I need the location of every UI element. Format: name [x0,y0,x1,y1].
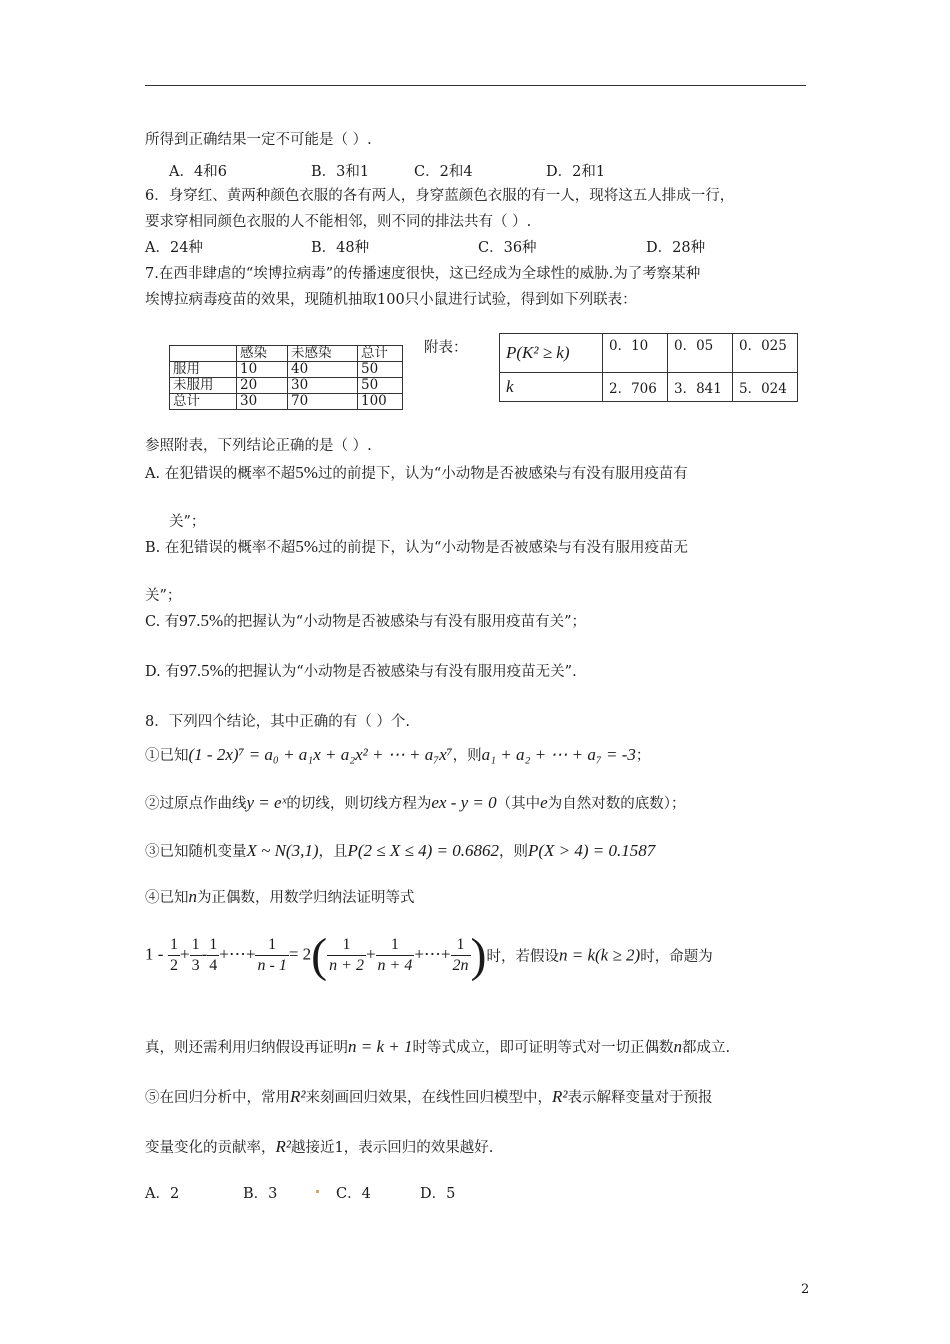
table-cell: 服用 [170,362,237,378]
denominator: 3 [191,957,200,974]
numerator: 1 [327,935,366,956]
q8-option-d: D．5 [420,1186,456,1202]
table-row [170,378,403,394]
formula-eq: = 2 [288,944,312,964]
math-expr: 5% [295,463,318,482]
table-cell: 50 [358,362,403,378]
table-cell: 40 [288,362,358,378]
math-expr: n [188,887,197,906]
statement-text: ④已知 [145,890,189,906]
q7-option-c [145,610,586,631]
math-expr: e [540,793,548,812]
q6-option-b: B．48种 [311,240,370,256]
statement-text: ； [635,748,651,764]
probability-table [499,333,798,402]
numerator: 1 [168,935,180,956]
option-text: 过的前提下，认为“小动物是否被感染与有没有服用疫苗有 [317,466,688,482]
math-expr: ex - y = 0 [431,793,497,812]
math-expr: n = k + 1 [348,1037,413,1056]
table-row [170,394,403,410]
numerator: 1 [255,935,288,956]
denominator: 4 [209,957,218,974]
q6-option-a: A．24种 [145,240,203,256]
table-cell: 总计 [170,394,237,410]
q5-option-b: B．3和1 [311,164,370,180]
table-cell: 0．05 [668,334,733,373]
math-expr: R² [551,1087,568,1106]
q7-option-b-cont: 关”； [145,588,182,604]
fraction [190,935,202,976]
statement-1 [145,744,650,765]
statement-5 [145,1086,712,1107]
table-cell: 30 [288,378,358,394]
q7-line2: 埃博拉病毒疫苗的效果，现随机抽取100只小鼠进行试验，得到如下列联表： [145,292,637,308]
table-cell: 2．706 [603,373,668,402]
q5-option-d: D．2和1 [546,164,606,180]
table-cell: 5．024 [733,373,798,402]
fraction [376,935,415,976]
q7-option-a [145,462,688,483]
formula-lead: 1 - [145,944,164,964]
math-expr: R² [275,1137,291,1156]
table-row [170,362,403,378]
header-rule [145,85,806,86]
statement-text: ⑤在回归分析中，常用 [145,1090,290,1106]
q7-prompt: 参照附表，下列结论正确的是（ ）. [145,438,372,454]
q6-option-c: C．36种 [478,240,537,256]
statement-text: 为自然对数的底数）； [547,796,686,812]
table-cell: P(K² ≥ k) [500,334,603,373]
q5-option-c: C．2和4 [414,164,473,180]
numerator: 1 [376,935,415,956]
table-cell: 未服用 [170,378,237,394]
q7-option-d [145,660,577,681]
statement-text: ，则 [452,748,482,764]
denominator: n - 1 [257,957,287,974]
table-row [500,334,798,373]
stray-dot [316,1190,319,1193]
statement-text: 时等式成立，即可证明等式对一切正偶数 [412,1040,674,1056]
statement-text: 都成立. [682,1040,731,1056]
table-row [500,373,798,402]
option-text: 过的前提下，认为“小动物是否被感染与有没有服用疫苗无 [318,540,688,556]
statement-4-line2 [145,1036,730,1057]
appendix-label: 附表： [424,340,468,356]
table-cell: k [500,373,603,402]
table-cell: 20 [237,378,288,394]
statement-3 [145,840,655,861]
option-text: 的把握认为“小动物是否被感染与有没有服用疫苗有关”； [223,614,587,630]
denominator: 2n [452,957,469,974]
statement-text: 时，若假设 [486,949,559,965]
math-expr: y = eˣ [246,793,287,812]
table-cell: 70 [288,394,358,410]
fraction [451,935,471,976]
math-expr: P(X > 4) = 0.1587 [527,841,656,860]
table-header-row [170,346,403,362]
denominator: n + 2 [329,957,364,974]
math-expr: a₁ + a₂ + ⋯ + a₇ = -3 [481,745,636,764]
math-expr: n [673,1037,682,1056]
fraction [207,935,219,976]
option-text: D. 有 [145,664,180,680]
q7-line1: 7.在西非肆虐的“埃博拉病毒”的传播速度很快，这已经成为全球性的威胁.为了考察某种 [145,266,701,282]
statement-4-formula: 1 - $\frac{1}{2}$ + $\frac{1}{3}$ - $\frac{1}{4}$ +⋯+ $\frac{1}{n - 1}$ = 2( $\frac{1}{n + 2}$ + $\frac{1}{n + 4}$ +⋯+ $\frac{1}{2n}$ )时，若假设n = k(k ≥ 2)时，命题为 [145,929,713,982]
table-cell: 50 [358,378,403,394]
statement-text: ③已知随机变量 [145,844,247,860]
table-cell: 未感染 [288,346,358,362]
q8-option-c: C．4 [336,1186,371,1202]
statement-text: ②过原点作曲线 [145,796,247,812]
table-cell: 10 [237,362,288,378]
page-number: 2 [801,1282,810,1297]
table-cell: 感染 [237,346,288,362]
table-cell: 0．10 [603,334,668,373]
option-text: A. 在犯错误的概率不超 [145,466,296,482]
contingency-table [169,345,403,410]
math-expr: (1 - 2x)⁷ = a₀ + a₁x + a₂x² + ⋯ + a₇x⁷ [188,745,453,764]
math-expr: R² [290,1087,306,1106]
math-expr: X ~ N(3,1) [246,841,319,860]
q8-option-b: B．3 [243,1186,278,1202]
denominator: n + 4 [377,957,413,974]
option-text: C. 有 [145,614,180,630]
numerator: 1 [190,935,202,956]
statement-text: 表示解释变量对于预报 [567,1090,713,1106]
statement-text: 的切线，则切线方程为 [286,796,432,812]
math-expr: n = k(k ≥ 2) [559,945,641,965]
math-expr: 5% [295,537,319,556]
statement-text: 越接近1，表示回归的效果越好. [290,1140,494,1156]
statement-5-line2 [145,1136,493,1157]
table-cell: 3．841 [668,373,733,402]
statement-2 [145,792,685,813]
fraction [168,935,180,976]
q6-option-d: D．28种 [646,240,706,256]
fraction [255,935,288,976]
statement-text: ，且 [318,844,348,860]
statement-text: 变量变化的贡献率， [145,1140,276,1156]
q7-option-b [145,536,688,557]
q8-line: 8．下列四个结论，其中正确的有（ ）个. [145,714,410,730]
table-cell [170,346,237,362]
q6-line1: 6．身穿红、黄两种颜色衣服的各有两人，身穿蓝颜色衣服的有一人，现将这五人排成一行， [145,188,735,204]
statement-text: 来刻画回归效果，在线性回归模型中， [305,1090,552,1106]
statement-text: ，则 [498,844,528,860]
numerator: 1 [207,935,219,956]
q6-line2: 要求穿相同颜色衣服的人不能相邻，则不同的排法共有（ ）. [145,214,532,230]
denominator: 2 [170,957,179,974]
table-cell: 100 [358,394,403,410]
statement-text: 为正偶数，用数学归纳法证明等式 [197,890,415,906]
math-expr: P(2 ≤ X ≤ 4) = 0.6862 [347,841,499,860]
statement-text: ①已知 [145,748,189,764]
option-text: B. 在犯错误的概率不超 [145,540,296,556]
statement-text: （其中 [496,796,541,812]
table-cell: 总计 [358,346,403,362]
fraction [327,935,366,976]
numerator: 1 [451,935,471,956]
table-cell: 30 [237,394,288,410]
q5-option-a: A．4和6 [169,164,227,180]
q8-option-a: A．2 [145,1186,180,1202]
statement-text: 真，则还需利用归纳假设再证明 [145,1040,348,1056]
table-cell: 0．025 [733,334,798,373]
math-expr: 97.5% [179,611,224,630]
option-text: 的把握认为“小动物是否被感染与有没有服用疫苗无关”. [223,664,577,680]
math-expr: 97.5% [179,661,224,680]
q5-tail: 所得到正确结果一定不可能是（ ）. [145,132,372,148]
q7-option-a-cont: 关”； [169,514,206,530]
statement-4 [145,886,415,907]
statement-text: 时，命题为 [640,949,713,965]
